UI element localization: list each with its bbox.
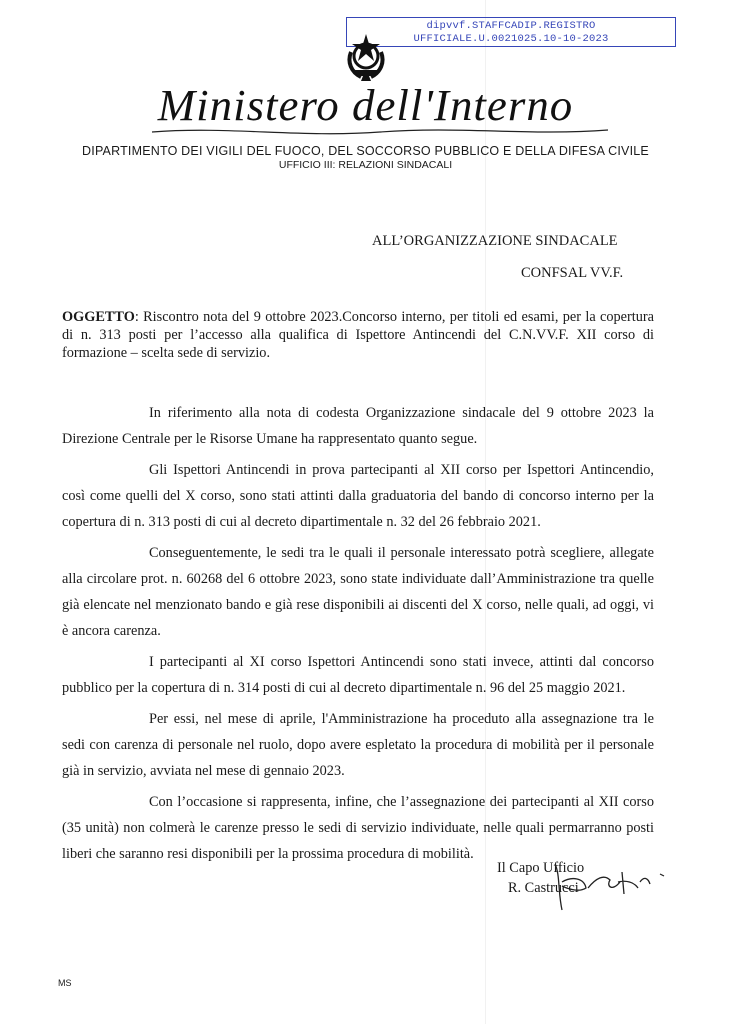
title-swash-underline [150,124,610,138]
body-paragraph: Con l’occasione si rappresenta, infine, che l’assegnazione dei partecipanti al XII corso (35 unità) non colmerà le carenze presso le sedi di servizio individuate, nelle quali permarranno posti liberi che saranno resi disponibili per la prossima procedura di mobilità. [62,794,654,862]
body-paragraph: Conseguentemente, le sedi tra le quali il personale interessato potrà scegliere, allegate alla circolare prot. n. 60268 del 6 ottobre 2023, sono state individuate dall’Amministrazione tra quelle già elencate nel menzionato bando e già rese disponibili ai discenti del X corso, nelle quali, ad oggi, vi è ancora carenza. [62,545,654,639]
subject-block [62,308,654,362]
body-paragraph: Gli Ispettori Antincendi in prova partecipanti al XII corso per Ispettori Antincendio, così come quelli del X corso, sono stati attinti dalla graduatoria del bando di concorso interno per la copertura di n. 313 posti di cui al decreto dipartimentale n. 32 del 26 febbraio 2021. [62,462,654,530]
subject-text: : Riscontro nota del 9 ottobre 2023.Concorso interno, per titoli ed esami, per la copertura di n. 313 posti per l’accesso alla qualifica di Ispettore Antincendi del C.N.VV.F. XII corso di formazione – scelta sede di servizio. [62,309,654,361]
handwritten-signature-icon [500,852,670,922]
italian-republic-emblem-icon [343,30,389,82]
author-initials: MS [58,978,72,988]
protocol-stamp [346,17,676,47]
body-paragraph: In riferimento alla nota di codesta Organizzazione sindacale del 9 ottobre 2023 la Direzione Centrale per le Risorse Umane ha rappresentato quanto segue. [62,405,654,447]
ministry-title [0,82,731,130]
subject-label: OGGETTO [62,309,135,325]
recipient-organization: ALL’ORGANIZZAZIONE SINDACALE [372,233,618,249]
department-name: DIPARTIMENTO DEI VIGILI DEL FUOCO, DEL SOCCORSO PUBBLICO E DELLA DIFESA CIVILE [82,144,649,158]
body-paragraph: Per essi, nel mese di aprile, l'Amministrazione ha proceduto alla assegnazione tra le sedi con carenza di personale nel ruolo, dopo avere espletato la procedura di mobilità per il personale già in servizio, avviata nel mese di gennaio 2023. [62,711,654,779]
letter-body [62,400,654,872]
ministry-title-text: Ministero dell'Interno [157,81,574,130]
body-paragraph: I partecipanti al XI corso Ispettori Antincendi sono stati invece, attinti dal concorso pubblico per la copertura di n. 314 posti di cui al decreto dipartimentale n. 96 del 25 maggio 2021. [62,654,654,696]
signatory-role: Il Capo Ufficio [497,860,585,876]
signatory-name: R. Castrucci [508,880,579,896]
stamp-line-2: UFFICIALE.U.0021025.10-10-2023 [413,32,609,45]
recipient-union: CONFSAL VV.F. [521,265,624,281]
stamp-line-1: dipvvf.STAFFCADIP.REGISTRO [426,20,596,32]
office-name: UFFICIO III: RELAZIONI SINDACALI [278,159,453,171]
